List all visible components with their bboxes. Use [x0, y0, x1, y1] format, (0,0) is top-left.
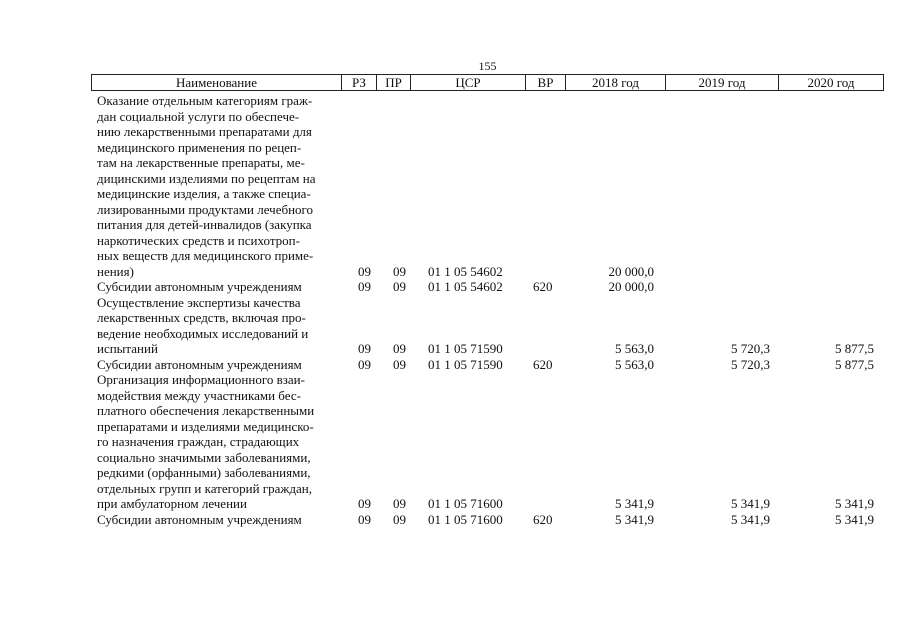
row-name-line: Субсидии автономным учреждениям [97, 356, 302, 372]
row-name-line: Организация информационного взаи- [97, 372, 305, 387]
row-name-line: Субсидии автономным учреждениям [97, 279, 302, 294]
header-name: Наименование [92, 75, 342, 90]
row-cell-y2019: 5 341,9 [731, 496, 770, 511]
row-cell-y2019: 5 341,9 [731, 511, 770, 527]
row-cell-pr: 09 [393, 263, 406, 279]
row-cell-vr: 620 [533, 356, 553, 372]
header-pr: ПР [377, 75, 411, 90]
row-name-line: го назначения граждан, страдающих [97, 434, 300, 449]
row-cell-pr: 09 [393, 496, 406, 511]
row-cell-y2018: 5 341,9 [615, 496, 654, 511]
row-name-line: социально значимыми заболеваниями, [97, 449, 311, 465]
row-cell-y2018: 5 563,0 [615, 356, 654, 372]
row-cell-y2018: 20 000,0 [608, 263, 654, 279]
row-cell-pr: 09 [393, 356, 406, 372]
row-name-line: Осуществление экспертизы качества [97, 294, 301, 310]
row-name-line: модействия между участниками бес- [97, 387, 301, 403]
row-cell-vr: 620 [533, 279, 553, 294]
row-name-line: наркотических средств и психотроп- [97, 232, 300, 248]
table-header [91, 74, 884, 91]
row-name-line: ведение необходимых исследований и [97, 325, 309, 341]
header-rz: РЗ [342, 75, 377, 90]
row-name-line: медицинские изделия, а также специа- [97, 186, 311, 201]
row-cell-csr: 01 1 05 71600 [428, 511, 503, 527]
row-name-line: питания для детей-инвалидов (закупка [97, 217, 312, 232]
row-cell-rz: 09 [358, 279, 371, 294]
row-name-line: там на лекарственные препараты, ме- [97, 155, 305, 170]
header-2018: 2018 год [566, 75, 666, 90]
row-cell-y2018: 5 341,9 [615, 511, 654, 527]
row-name-line: дицинскими изделиями по рецептам на [97, 170, 316, 186]
row-cell-vr: 620 [533, 511, 553, 527]
row-name-line: ных веществ для медицинского приме- [97, 248, 314, 263]
row-name-line: испытаний [97, 341, 158, 356]
row-cell-y2020: 5 341,9 [835, 511, 874, 527]
row-name-line: Оказание отдельным категориям граж- [97, 93, 313, 108]
row-cell-csr: 01 1 05 54602 [428, 263, 503, 279]
row-cell-rz: 09 [358, 356, 371, 372]
row-cell-y2020: 5 877,5 [835, 341, 874, 356]
row-name-line: Субсидии автономным учреждениям [97, 511, 302, 527]
row-name-line: лекарственных средств, включая про- [97, 310, 306, 325]
header-2020: 2020 год [807, 75, 855, 90]
row-cell-csr: 01 1 05 54602 [428, 279, 503, 294]
row-name-line: платного обеспечения лекарственными [97, 403, 315, 418]
row-cell-y2020: 5 341,9 [835, 496, 874, 511]
row-cell-csr: 01 1 05 71590 [428, 356, 503, 372]
header-vr: ВР [526, 75, 566, 90]
header-csr: ЦСР [411, 75, 526, 90]
row-cell-y2018: 5 563,0 [615, 341, 654, 356]
row-name-line: препаратами и изделиями медицинско- [97, 418, 314, 434]
row-cell-rz: 09 [358, 341, 371, 356]
row-cell-y2019: 5 720,3 [731, 356, 770, 372]
row-name-line: редкими (орфанными) заболеваниями, [97, 465, 311, 480]
row-cell-rz: 09 [358, 263, 371, 279]
row-cell-pr: 09 [393, 341, 406, 356]
row-name-line: при амбулаторном лечении [97, 496, 247, 511]
row-name-line: лизированными продуктами лечебного [97, 201, 314, 217]
page-number: 155 [478, 59, 497, 73]
row-cell-rz: 09 [358, 511, 371, 527]
header-2019: 2019 год [666, 75, 779, 90]
row-cell-pr: 09 [393, 279, 406, 294]
row-name-line: нения) [97, 263, 134, 279]
row-cell-csr: 01 1 05 71600 [428, 496, 503, 511]
row-name-line: медицинского применения по рецеп- [97, 139, 302, 155]
row-cell-rz: 09 [358, 496, 371, 511]
row-name-line: дан социальной услуги по обеспече- [97, 108, 300, 124]
row-cell-y2018: 20 000,0 [608, 279, 654, 294]
row-cell-y2019: 5 720,3 [731, 341, 770, 356]
row-name-line: отдельных групп и категорий граждан, [97, 480, 312, 496]
row-cell-y2020: 5 877,5 [835, 356, 874, 372]
row-name-line: нию лекарственными препаратами для [97, 124, 312, 139]
row-cell-pr: 09 [393, 511, 406, 527]
row-cell-csr: 01 1 05 71590 [428, 341, 503, 356]
